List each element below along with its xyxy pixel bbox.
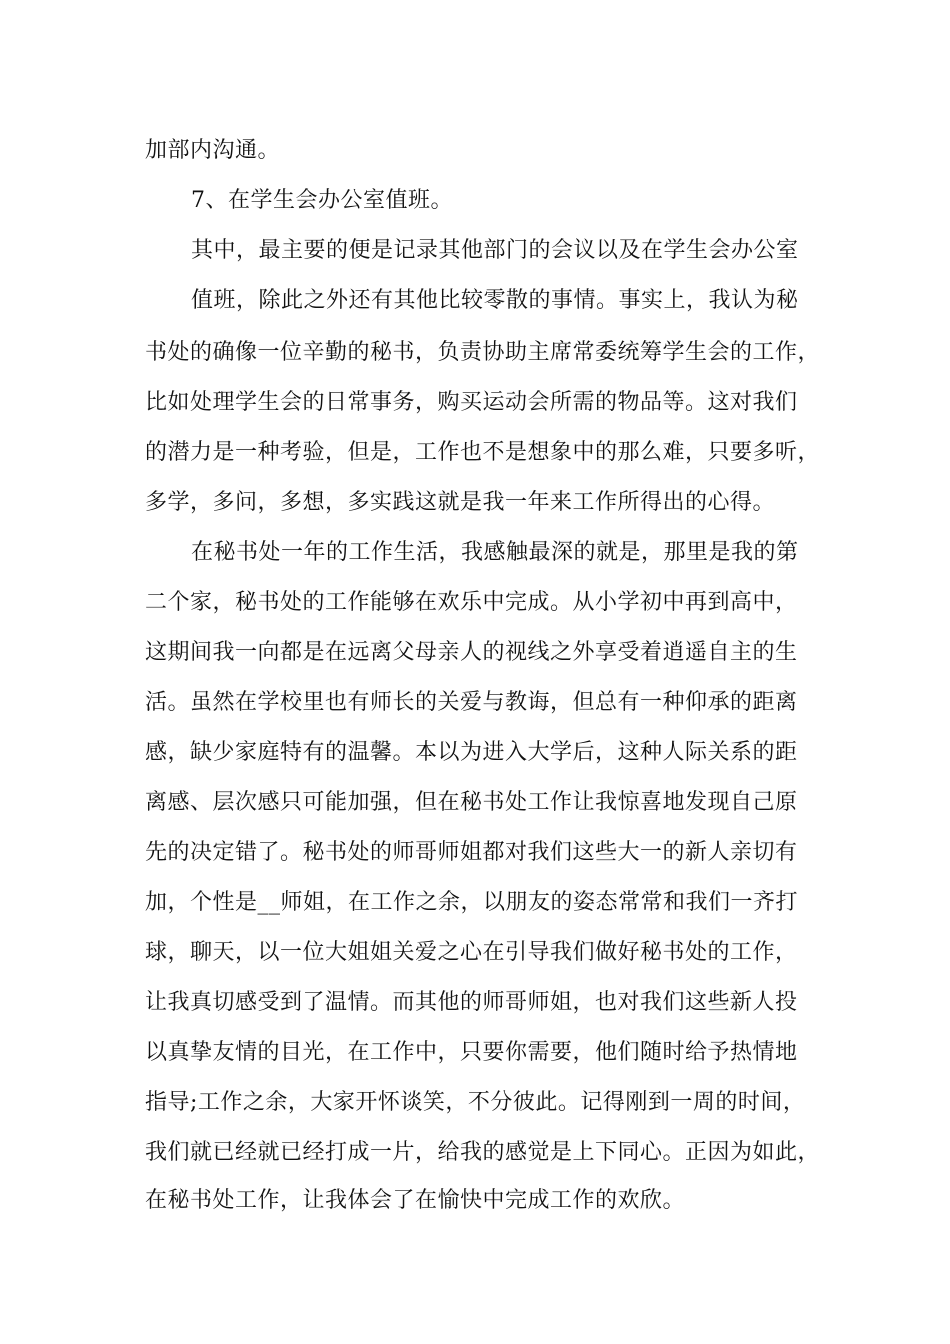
text-line: 球，聊天，以一位大姐姐关爱之心在引导我们做好秘书处的工作， bbox=[145, 940, 798, 965]
text-line: 我们就已经就已经打成一片，给我的感觉是上下同心。正因为如此， bbox=[145, 1140, 821, 1165]
text-line: 让我真切感受到了温情。而其他的师哥师姐，也对我们这些新人投 bbox=[145, 990, 798, 1015]
text-line: 先的决定错了。秘书处的师哥师姐都对我们这些大一的新人亲切有 bbox=[145, 840, 798, 865]
text-line: 活。虽然在学校里也有师长的关爱与教诲，但总有一种仰承的距离 bbox=[145, 690, 798, 715]
text-line: 加，个性是__师姐，在工作之余，以朋友的姿态常常和我们一齐打 bbox=[145, 890, 799, 915]
text-line: 感，缺少家庭特有的温馨。本以为进入大学后，这种人际关系的距 bbox=[145, 740, 798, 765]
text-line: 在秘书处一年的工作生活，我感触最深的就是，那里是我的第 bbox=[191, 540, 799, 565]
text-line: 加部内沟通。 bbox=[145, 138, 281, 163]
text-line: 这期间我一向都是在远离父母亲人的视线之外享受着逍遥自主的生 bbox=[145, 640, 798, 665]
text-line: 以真挚友情的目光，在工作中，只要你需要，他们随时给予热情地 bbox=[145, 1040, 798, 1065]
text-line: 其中，最主要的便是记录其他部门的会议以及在学生会办公室 bbox=[191, 238, 799, 263]
text-line: 书处的确像一位辛勤的秘书，负责协助主席常委统筹学生会的工作， bbox=[145, 340, 821, 365]
text-line: 多学，多问，多想，多实践这就是我一年来工作所得出的心得。 bbox=[145, 490, 776, 515]
text-line: 的潜力是一种考验，但是，工作也不是想象中的那么难，只要多听， bbox=[145, 440, 821, 465]
text-line: 二个家，秘书处的工作能够在欢乐中完成。从小学初中再到高中， bbox=[145, 590, 798, 615]
text-line: 值班，除此之外还有其他比较零散的事情。事实上，我认为秘 bbox=[191, 288, 799, 313]
text-line: 离感、层次感只可能加强，但在秘书处工作让我惊喜地发现自己原 bbox=[145, 790, 798, 815]
text-line: 7、在学生会办公室值班。 bbox=[191, 188, 453, 213]
text-line: 比如处理学生会的日常事务，购买运动会所需的物品等。这对我们 bbox=[145, 390, 798, 415]
text-line: 在秘书处工作，让我体会了在愉快中完成工作的欢欣。 bbox=[145, 1188, 686, 1213]
text-line: 指导;工作之余，大家开怀谈笑，不分彼此。记得刚到一周的时间， bbox=[145, 1090, 806, 1115]
